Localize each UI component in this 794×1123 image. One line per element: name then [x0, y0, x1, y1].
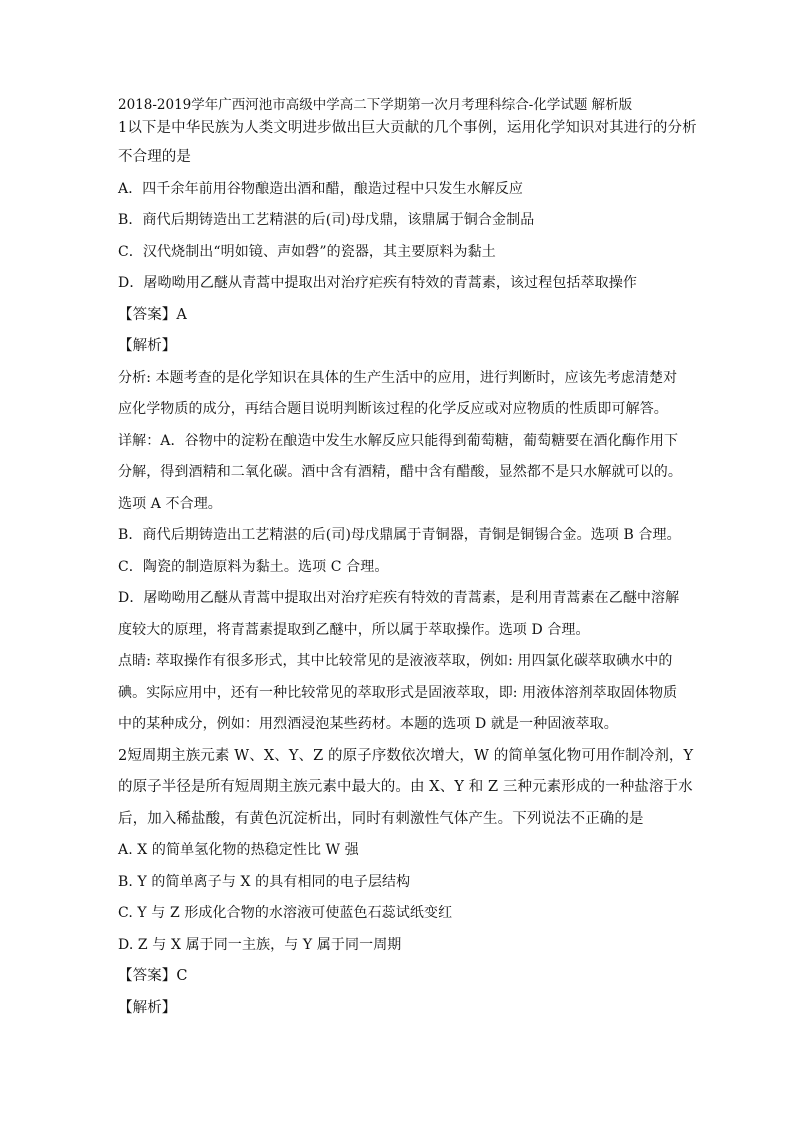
- document-body: [118, 95, 697, 1024]
- q1-analysis-line: 度较大的原理，将青蒿素提取到乙醚中，所以属于萃取操作。选项 D 合理。: [118, 621, 590, 638]
- q2-stem-line: 后，加入稀盐酸，有黄色沉淀析出，同时有刺激性气体产生。下列说法不正确的是: [118, 810, 644, 827]
- q1-answer: 【答案】A: [118, 306, 187, 323]
- q1-analysis-line: 应化学物质的成分，再结合题目说明判断该过程的化学反应或对应物质的性质即可解答。: [118, 401, 668, 417]
- q1-analysis-line: D．屠呦呦用乙醚从青蒿中提取出对治疗疟疾有特效的青蒿素，是利用青蒿素在乙醚中溶解: [118, 590, 680, 606]
- q1-stem-line-1: 1以下是中华民族为人类文明进步做出巨大贡献的几个事例，运用化学知识对其进行的分析: [118, 120, 697, 136]
- q2-option-c: C. Y 与 Z 形成化合物的水溶液可使蓝色石蕊试纸变红: [118, 905, 453, 921]
- q1-analysis-line: 详解：A．谷物中的淀粉在酿造中发生水解反应只能得到葡萄糖，葡萄糖要在酒化酶作用下: [118, 432, 679, 449]
- q1-option-d: D．屠呦呦用乙醚从青蒿中提取出对治疗疟疾有特效的青蒿素，该过程包括萃取操作: [118, 275, 637, 291]
- q1-analysis-line: B．商代后期铸造出工艺精湛的后(司)母戊鼎属于青铜器，青铜是铜锡合金。选项 B 合理。: [118, 527, 681, 543]
- q1-stem-line-2: 不合理的是: [118, 149, 191, 165]
- q1-option-c: C．汉代烧制出“明如镜、声如磬”的瓷器，其主要原料为黏土: [118, 243, 496, 260]
- q1-analysis-line: 分解，得到酒精和二氧化碳。酒中含有酒精，醋中含有醋酸，显然都不是只水解就可以的。: [118, 464, 682, 480]
- q2-answer: 【答案】C: [118, 968, 188, 984]
- q1-option-b: B．商代后期铸造出工艺精湛的后(司)母戊鼎，该鼎属于铜合金制品: [118, 212, 535, 228]
- q1-analysis-line: 碘。实际应用中，还有一种比较常见的萃取形式是固液萃取，即: 用液体溶剂萃取固体物质: [118, 684, 678, 701]
- q1-analysis-line: 选项 A 不合理。: [118, 495, 222, 512]
- q1-analysis-heading: 【解析】: [118, 338, 177, 354]
- q1-option-a: A．四千余年前用谷物酿造出酒和醋，酿造过程中只发生水解反应: [118, 180, 524, 197]
- document-title: 2018-2019学年广西河池市高级中学高二下学期第一次月考理科综合-化学试题 解析版: [118, 97, 633, 113]
- q2-option-b: B. Y 的简单离子与 X 的具有相同的电子层结构: [118, 873, 411, 890]
- q1-analysis-line: 中的某种成分，例如：用烈酒浸泡某些药材。本题的选项 D 就是一种固液萃取。: [118, 716, 618, 732]
- q1-analysis-line: 点睛: 萃取操作有很多形式，其中比较常见的是液液萃取，例如: 用四氯化碳萃取碘水中的: [118, 653, 673, 669]
- q2-stem-line: 2短周期主族元素 W、X、Y、Z 的原子序数依次增大，W 的简单氢化物可用作制冷剂，Y: [118, 747, 694, 764]
- q2-analysis-heading: 【解析】: [118, 999, 177, 1016]
- q1-analysis-line: C．陶瓷的制造原料为黏土。选项 C 合理。: [118, 558, 389, 575]
- q2-stem-line: 的原子半径是所有短周期主族元素中最大的。由 X、Y 和 Z 三种元素形成的一种盐溶于水: [118, 779, 693, 795]
- q1-analysis-line: 分析: 本题考查的是化学知识在具体的生产生活中的应用，进行判断时，应该先考虑清楚对: [118, 369, 678, 386]
- q2-option-a: A. X 的简单氢化物的热稳定性比 W 强: [118, 842, 359, 858]
- q2-option-d: D. Z 与 X 属于同一主族，与 Y 属于同一周期: [118, 936, 402, 953]
